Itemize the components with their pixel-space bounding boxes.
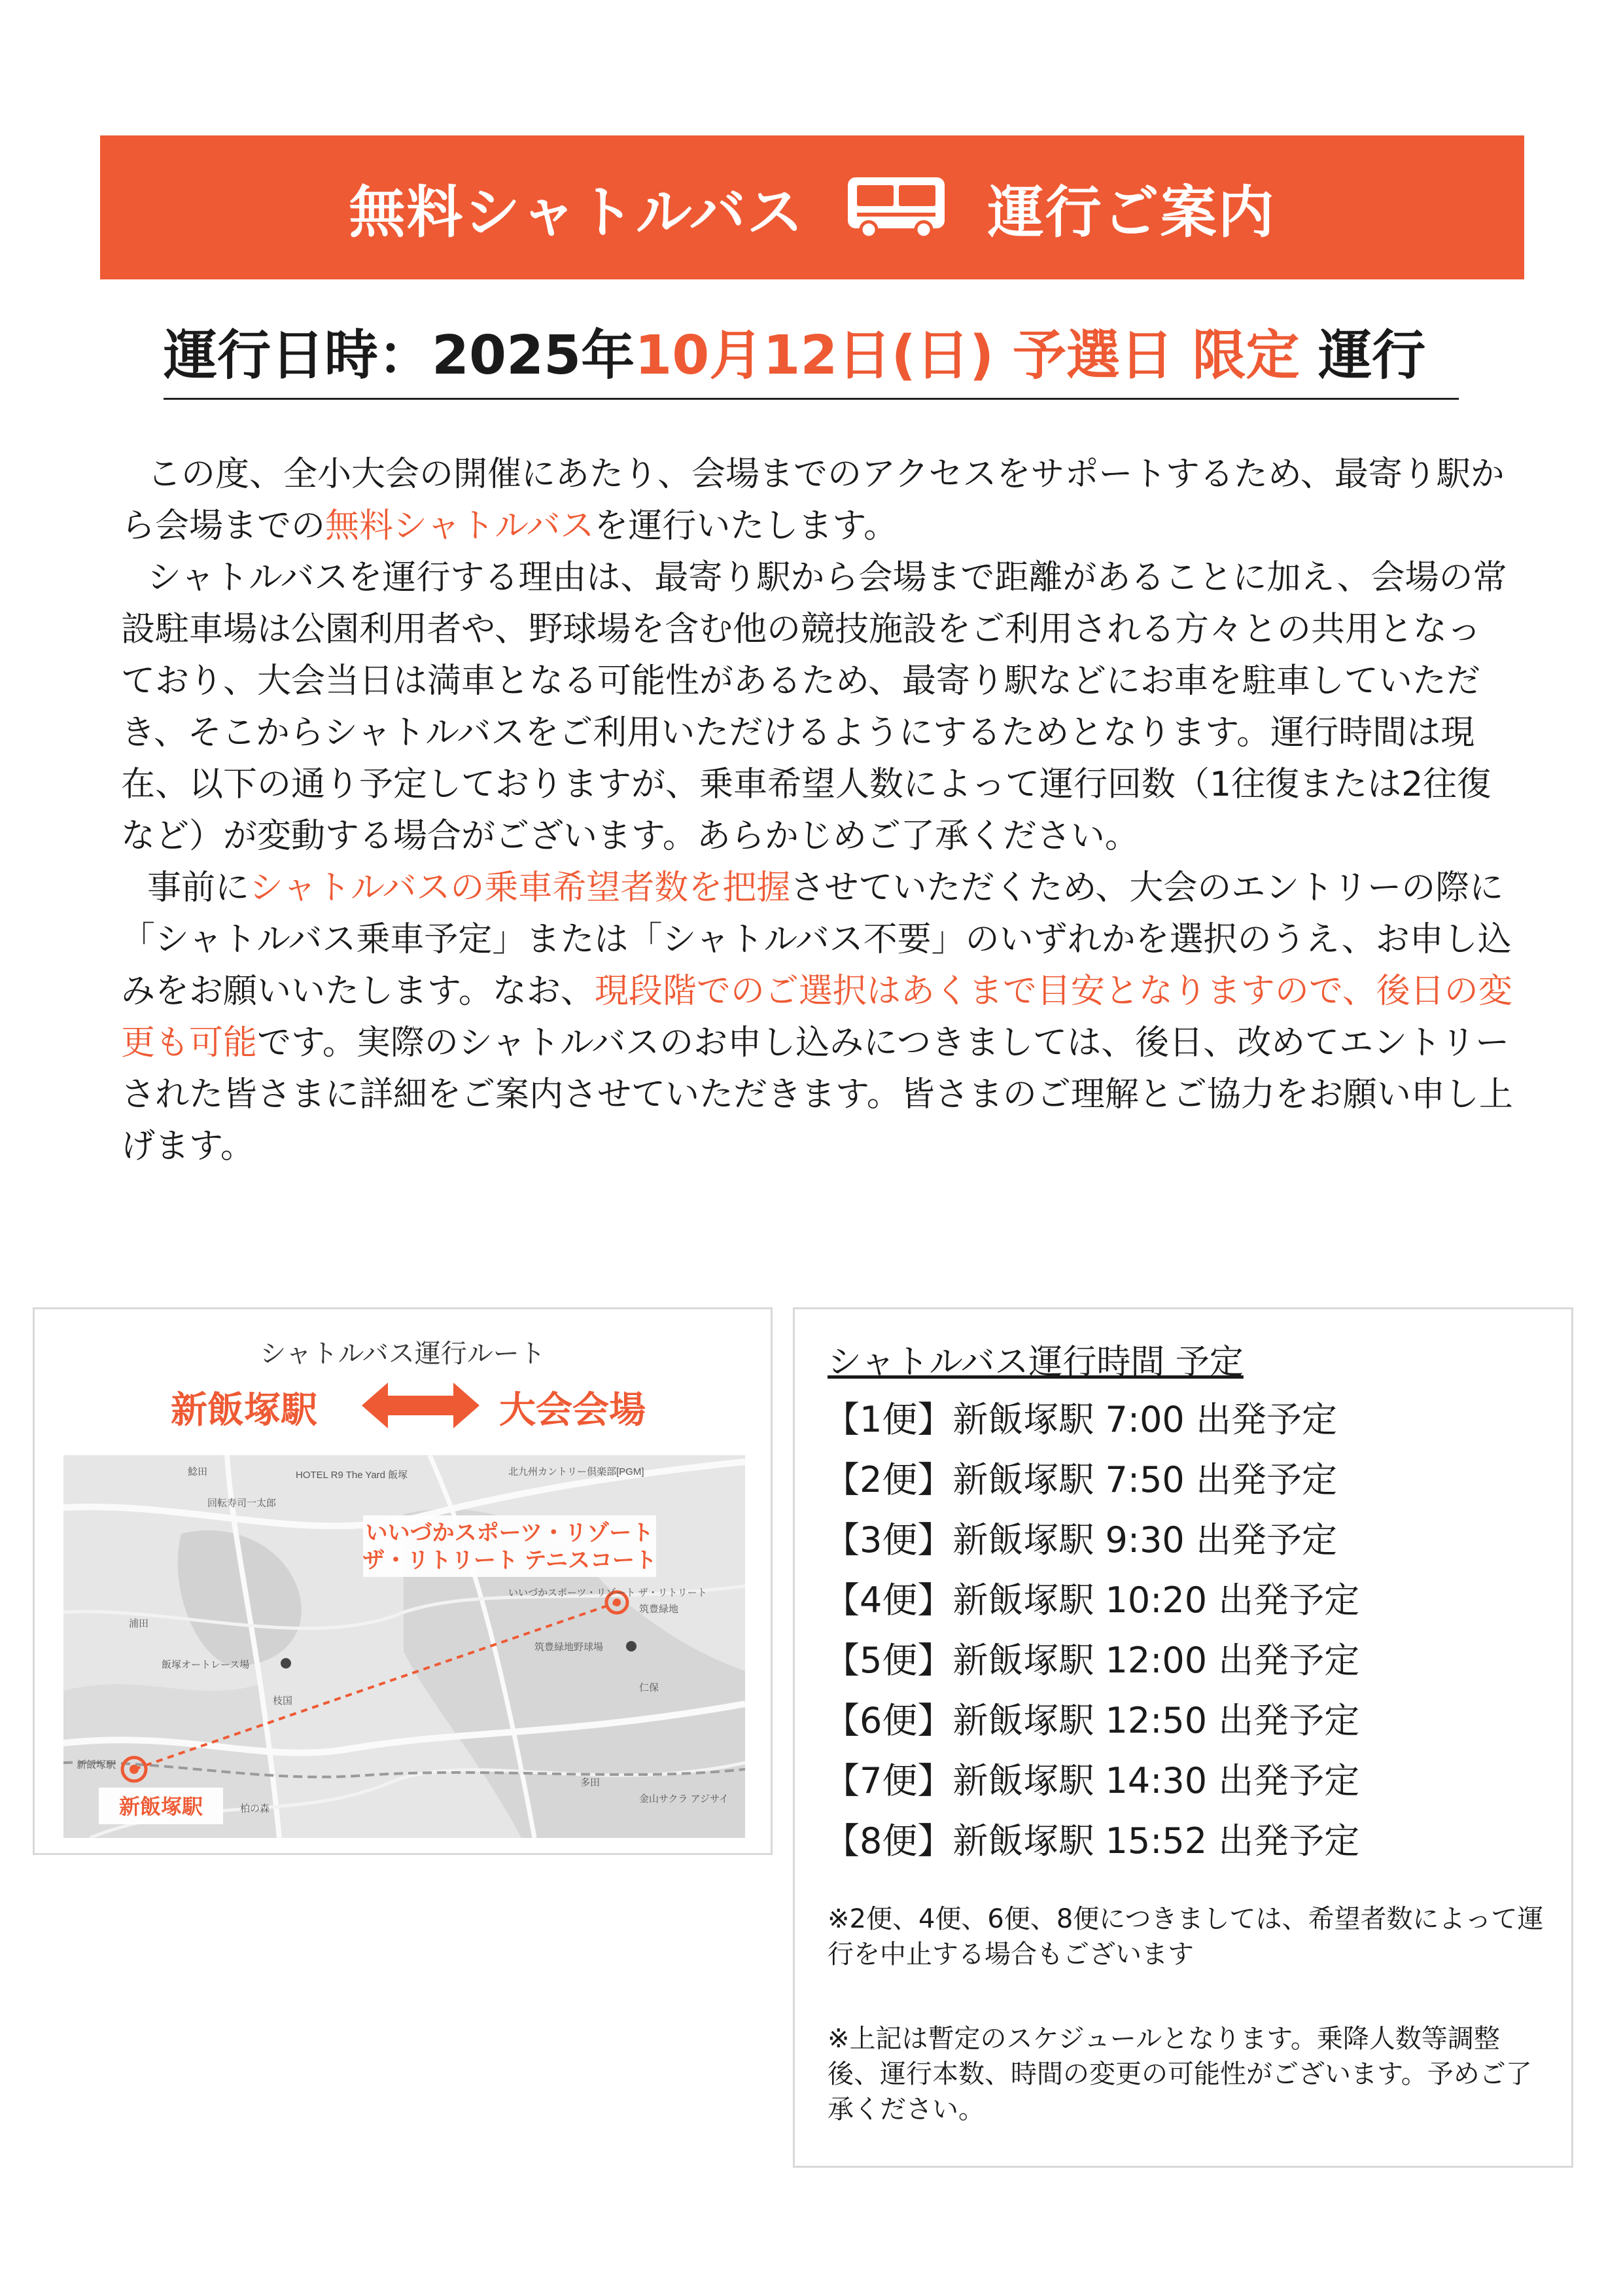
bus-icon (844, 175, 949, 240)
map-text: 柏の森 (240, 1803, 270, 1814)
intro-text (121, 449, 1514, 1173)
map-text: 筑豊緑地 (639, 1604, 679, 1615)
intro-p1-seg: この度、全小大会の開催にあたり、会場までのアクセスをサポートするため、最寄り駅から会場までの (121, 455, 1505, 546)
timetable-row: 【7便】新飯塚駅 14:30 出発予定 (824, 1760, 1360, 1801)
venue-label-line2: ザ・リトリート テニスコート (362, 1548, 657, 1573)
intro-paragraph-3 (121, 862, 1514, 1173)
map-station-label: 新飯塚駅 (118, 1795, 203, 1818)
map-text: 多田 (580, 1777, 601, 1788)
map-text: 浦田 (129, 1618, 149, 1629)
date-prefix: 運行日時：2025年 (164, 325, 635, 387)
timetable-note-cancellation: ※2便、4便、6便、8便につきましては、希望者数によって運行を中止する場合もございます (828, 1904, 1544, 1969)
map-text: HOTEL R9 The Yard 飯塚 (296, 1470, 408, 1481)
date-highlight: 10月12日(日) 予選日 限定 (635, 325, 1300, 387)
route-map-panel (33, 1307, 773, 1855)
timetable-row: 【5便】新飯塚駅 12:00 出発予定 (824, 1640, 1360, 1681)
map-text: 回転寿司一太郎 (207, 1498, 277, 1509)
intro-p3-seg: です。実際のシャトルバスのお申し込みにつきましては、後日、改めてエントリーされた皆さまに詳細をご案内させていただきます。皆さまのご理解とご協力をお願い申し上げます。 (121, 1023, 1513, 1166)
intro-paragraph-2: シャトルバスを運行する理由は、最寄り駅から会場まで距離があることに加え、会場の常設駐車場は公園利用者や、野球場を含む他の競技施設をご利用される方々との共用となっており、大会当日は満車となる可能性があるため、最寄り駅などにお車を駐車していただき、そこからシャトルバスをご利用いただけるようにするためとなります。運行時間は現在、以下の通り予定しておりますが、乗車希望人数によって運行回数（1往復または2往復など）が変動する場合がございます。あらかじめご了承ください。 (121, 558, 1507, 856)
banner-title-left: 無料シャトルバス (349, 180, 805, 245)
intro-p3-highlight: シャトルバスの乗車希望者数を把握 (249, 868, 791, 908)
map-title: シャトルバス運行ルート (260, 1339, 546, 1369)
map-text: 筑豊緑地野球場 (534, 1642, 604, 1653)
map-text: 鯰田 (188, 1466, 208, 1477)
intro-p3-seg: 事前に (147, 868, 250, 908)
double-arrow-icon (362, 1383, 480, 1428)
timetable-row: 【2便】新飯塚駅 7:50 出発予定 (824, 1459, 1337, 1500)
title-banner (100, 135, 1524, 279)
timetable-title: シャトルバス運行時間 予定 (828, 1343, 1244, 1382)
route-to-label: 大会会場 (499, 1389, 646, 1432)
map-text: 枝国 (273, 1695, 293, 1706)
intro-p3-highlight: 現段階でのご選択はあくまで目安となりますので、後日の変更も可能 (121, 972, 1512, 1063)
map-text: 飯塚オートレース場 (162, 1659, 250, 1670)
intro-paragraph-1 (121, 449, 1514, 552)
date-suffix: 運行 (1299, 325, 1426, 387)
map-text: 仁保 (639, 1682, 659, 1693)
timetable-panel (793, 1307, 1573, 2168)
timetable-row: 【8便】新飯塚駅 15:52 出発予定 (824, 1820, 1360, 1862)
venue-label-line1: いいづかスポーツ・リゾート (365, 1521, 654, 1545)
intro-p1-seg: を運行いたします。 (594, 506, 898, 546)
timetable-note-tentative: ※上記は暫定のスケジュールとなります。乗降人数等調整後、運行本数、時間の変更の可能性がございます。予めご了承ください。 (828, 2024, 1532, 2125)
intro-p1-highlight: 無料シャトルバス (325, 506, 595, 546)
route-map (63, 1455, 745, 1838)
timetable-row: 【6便】新飯塚駅 12:50 出発予定 (824, 1700, 1360, 1741)
map-text: 北九州カントリー倶楽部[PGM] (508, 1466, 644, 1477)
timetable-row: 【1便】新飯塚駅 7:00 出発予定 (824, 1399, 1337, 1440)
timetable-row: 【3便】新飯塚駅 9:30 出発予定 (824, 1519, 1337, 1561)
intro-p3-seg: させていただくため、大会のエントリーの際に「シャトルバス乗車予定」または「シャトルバス不要」のいずれかを選択のうえ、お申し込みをお願いいたします。なお、 (121, 868, 1512, 1011)
route-from-label: 新飯塚駅 (171, 1389, 317, 1432)
map-text: いいづかスポーツ・リゾート ザ・リトリート (508, 1587, 707, 1598)
operation-date-heading (164, 313, 1459, 400)
map-text: 金山サクラ アジサイ (639, 1793, 729, 1805)
map-text: 新飯塚駅 (77, 1759, 116, 1771)
banner-title-right: 運行ご案内 (987, 180, 1276, 245)
timetable-row: 【4便】新飯塚駅 10:20 出発予定 (824, 1580, 1360, 1621)
timetable-list (824, 1390, 1359, 1871)
